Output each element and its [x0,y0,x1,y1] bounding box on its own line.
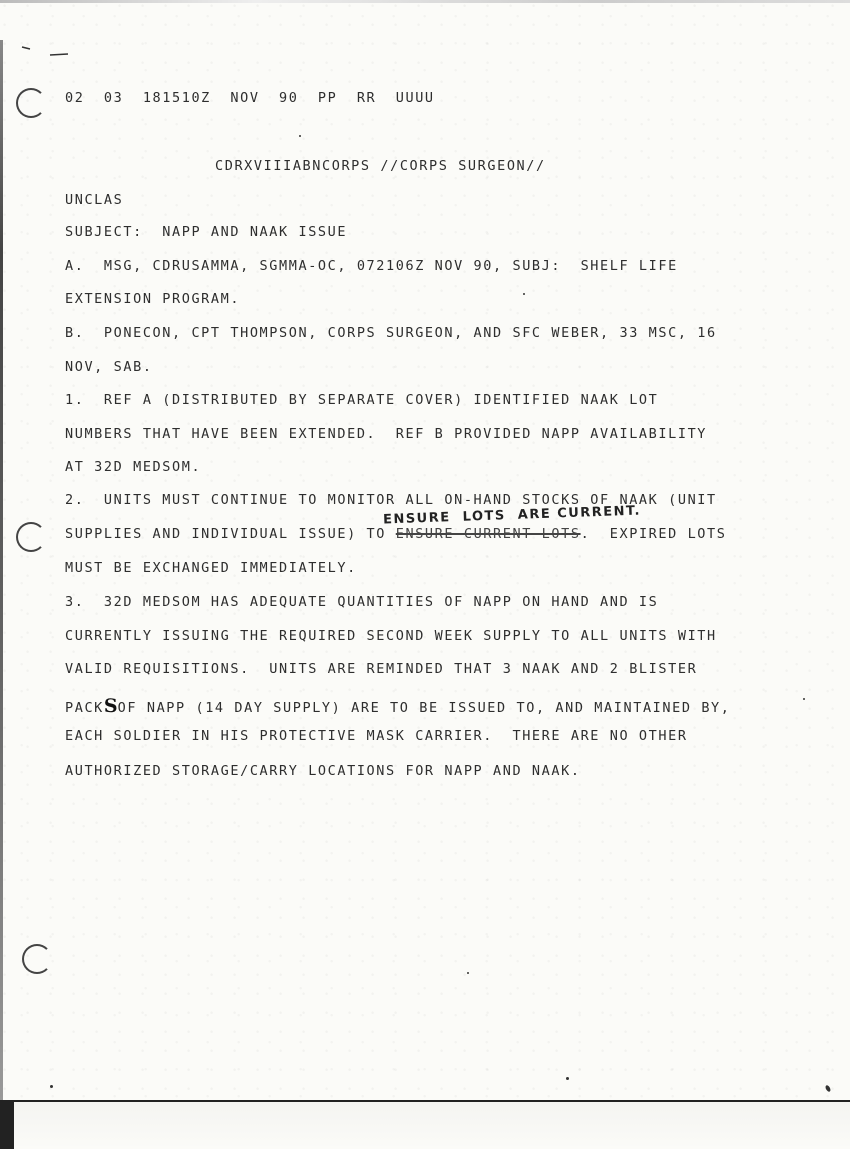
paragraph-3-line-4 [65,695,731,717]
scan-mark-icon [20,45,70,57]
binder-hole-icon [16,522,46,552]
paragraph-3-line-1: 3. 32D MEDSOM HAS ADEQUATE QUANTITIES OF NAPP ON HAND AND IS [65,594,659,610]
paragraph-1-line-1: 1. REF A (DISTRIBUTED BY SEPARATE COVER) IDENTIFIED NAAK LOT [65,392,659,408]
paragraph-1-line-2: NUMBERS THAT HAVE BEEN EXTENDED. REF B PROVIDED NAPP AVAILABILITY [65,426,708,442]
page-left-edge [0,40,3,1100]
paragraph-3-line-4-end: OF NAPP (14 DAY SUPPLY) ARE TO BE ISSUED TO, AND MAINTAINED BY, [117,700,731,716]
message-dtg-line: 02 03 181510Z NOV 90 PP RR UUUU [65,90,435,106]
paragraph-3-line-2: CURRENTLY ISSUING THE REQUIRED SECOND WEEK SUPPLY TO ALL UNITS WITH [65,628,717,644]
paragraph-2-line-2 [65,526,727,542]
page-top-edge [0,0,850,3]
reference-b-line-1: B. PONECON, CPT THOMPSON, CORPS SURGEON, AND SFC WEBER, 33 MSC, 16 [65,325,717,341]
reference-a-line-2: EXTENSION PROGRAM. [65,291,241,307]
paragraph-3-line-4-start: PACK [65,700,104,716]
paragraph-2-line-3: MUST BE EXCHANGED IMMEDIATELY. [65,560,357,576]
handwritten-s: S [103,695,118,717]
paragraph-1-line-3: AT 32D MEDSOM. [65,459,202,475]
classification-marking: UNCLAS [65,192,124,208]
binder-hole-icon [16,88,46,118]
scan-speck [299,135,301,137]
page-bottom-edge [0,1100,850,1149]
struck-through-text: ENSURE CURRENT LOTS [395,526,581,542]
scan-speck [803,698,805,700]
paragraph-2-line-2-start: SUPPLIES AND INDIVIDUAL ISSUE) TO [65,526,396,542]
binder-hole-icon [22,944,52,974]
reference-a-line-1: A. MSG, CDRUSAMMA, SGMMA-OC, 072106Z NOV 90, SUBJ: SHELF LIFE [65,258,678,274]
subject-line: SUBJECT: NAPP AND NAAK ISSUE [65,224,348,240]
paragraph-3-line-3: VALID REQUISITIONS. UNITS ARE REMINDED THAT 3 NAAK AND 2 BLISTER [65,661,698,677]
paragraph-3-line-5: EACH SOLDIER IN HIS PROTECTIVE MASK CARRIER. THERE ARE NO OTHER [65,728,688,744]
paragraph-3-line-6: AUTHORIZED STORAGE/CARRY LOCATIONS FOR NAPP AND NAAK. [65,763,581,779]
scan-speck [523,293,525,295]
scan-speck [467,972,469,974]
paragraph-2-line-2-end: . EXPIRED LOTS [580,526,727,542]
paragraph-2-line-1: 2. UNITS MUST CONTINUE TO MONITOR ALL ON-HAND STOCKS OF NAAK (UNIT [65,492,717,508]
reference-b-line-2: NOV, SAB. [65,359,153,375]
message-address-line: CDRXVIIIABNCORPS //CORPS SURGEON// [215,158,546,174]
handwritten-correction: ENSURE LOTS ARE CURRENT. [382,503,642,528]
scan-speck [566,1077,569,1080]
scan-speck [50,1085,53,1088]
scan-speck [825,1084,832,1092]
